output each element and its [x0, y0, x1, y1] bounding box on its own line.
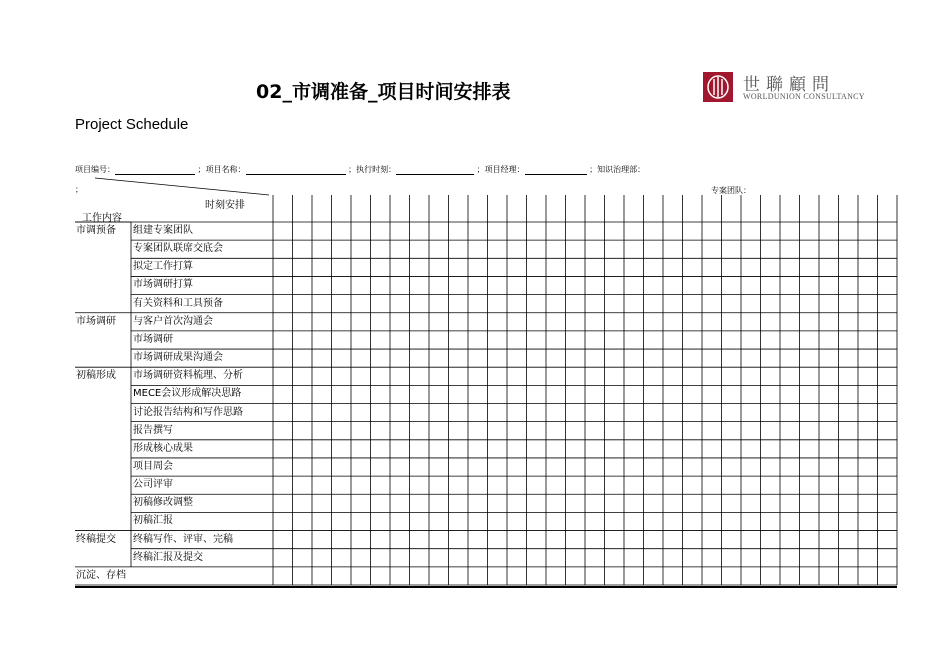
exec-time-label: ；执行时刻： — [348, 165, 397, 174]
project-name-field[interactable] — [246, 165, 346, 175]
project-info-line — [75, 164, 645, 175]
project-no-label: 项目编号： — [75, 165, 115, 174]
project-info-line-2: ； — [75, 185, 83, 194]
logo-chinese-name: 世聯顧問 — [743, 75, 835, 95]
table-bottom-border — [75, 586, 897, 588]
header-work-content: 工作内容 — [82, 213, 122, 224]
project-name-label: ；项目名称： — [197, 165, 246, 174]
task-label: 初稿修改调整 — [133, 497, 193, 509]
stage-label: 市调预备 — [76, 225, 116, 236]
manager-field[interactable] — [525, 165, 587, 175]
task-label: 报告撰写 — [133, 424, 173, 436]
logo-english-name: WORLDUNION CONSULTANCY — [743, 92, 865, 101]
stage-label: 初稿形成 — [76, 370, 116, 382]
manager-label: ；项目经理： — [476, 165, 525, 174]
page-title: 02_市调准备_项目时间安排表 — [256, 81, 511, 103]
task-label: 市场调研资料梳理、分析 — [133, 370, 243, 382]
task-label: MECE会议形成解决思路 — [133, 388, 242, 400]
task-label: 终稿写作、评审、完稿 — [133, 533, 233, 545]
task-label: 与客户首次沟通会 — [133, 315, 213, 327]
exec-time-field[interactable] — [396, 165, 474, 175]
task-label: 拟定工作打算 — [133, 261, 193, 273]
task-label: 市场调研 — [133, 333, 173, 345]
task-label: 市场调研成果沟通会 — [133, 352, 223, 364]
task-label: 市场调研打算 — [133, 279, 193, 291]
stage-label: 终稿提交 — [76, 533, 116, 545]
task-label: 讨论报告结构和写作思路 — [133, 406, 243, 418]
task-label: 项目周会 — [133, 460, 173, 472]
stage-label: 市场调研 — [76, 315, 116, 327]
task-label: 有关资料和工具预备 — [133, 297, 223, 309]
project-no-field[interactable] — [115, 165, 195, 175]
task-label: 终稿汇报及提交 — [133, 551, 203, 563]
stage-label: 沉淀、存档 — [76, 569, 126, 581]
task-label: 形成核心成果 — [133, 442, 193, 454]
header-time-schedule: 时刻安排 — [205, 200, 245, 211]
task-label: 初稿汇报 — [133, 515, 173, 527]
team-label: 专案团队： — [711, 186, 751, 195]
knowledge-dept-label: ；知识治理部： — [589, 165, 646, 174]
page-subtitle: Project Schedule — [75, 116, 189, 133]
logo-mark-icon — [703, 72, 733, 102]
company-logo — [703, 70, 873, 106]
task-label: 专案团队联席交底会 — [133, 243, 223, 255]
task-label: 公司评审 — [133, 479, 173, 491]
task-label: 组建专案团队 — [133, 225, 193, 236]
